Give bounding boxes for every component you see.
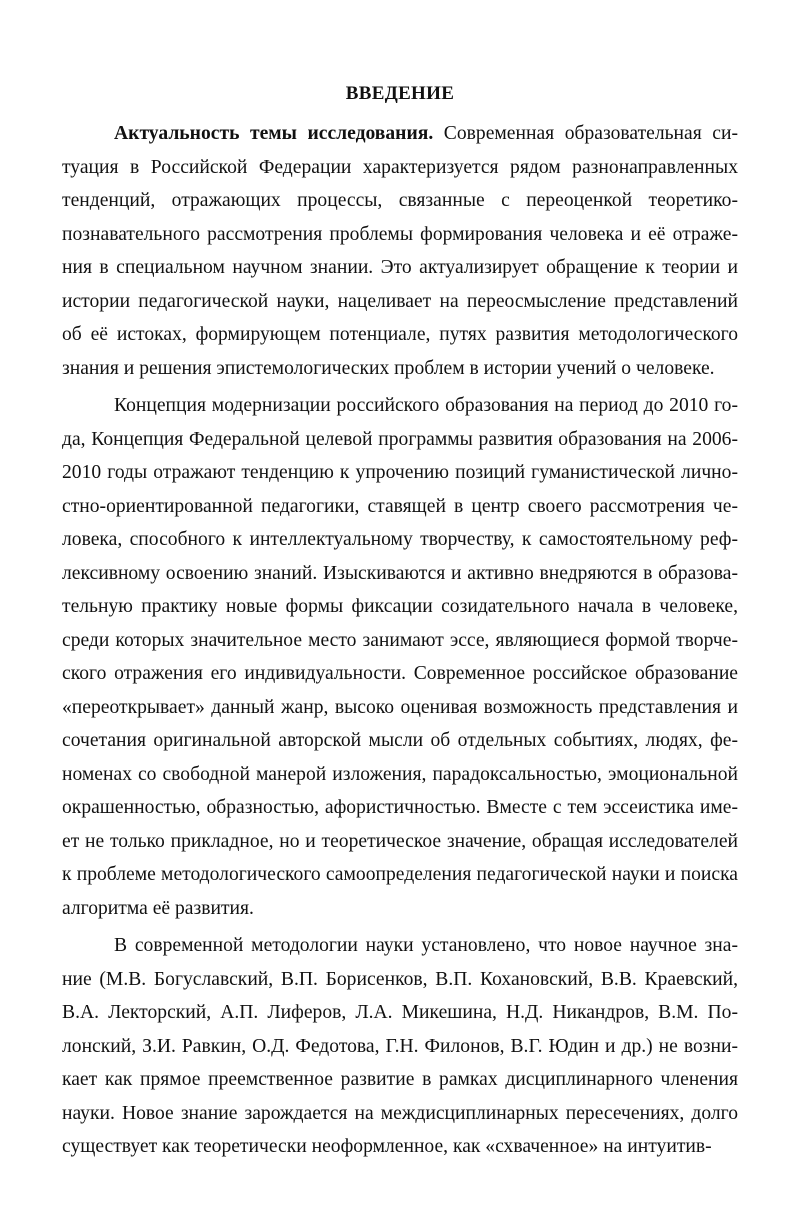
paragraph-methodology bbox=[62, 929, 738, 1164]
paragraph-text: Концепция модернизации российского образования на период до 2010 года, Концепция Федеральной целевой программы развития образования на 2006-2010 годы отражают тенденцию к упрочению позиций гуманистической личностно-ориентированной педагогики, ставящей в центр своего рассмотрения человека, способного к интеллектуальному творчеству, к самостоятельному рефлексивному освоению знаний. Изыскиваются и активно внедряются в образовательную практику новые формы фиксации созидательного начала в человеке, среди которых значительное место занимают эссе, являющиеся формой творческого отражения его индивидуальности. Современное российское образование «переоткрывает» данный жанр, высоко оценивая возможность представления и сочетания оригинальной авторской мысли об отдельных событиях, людях, феноменах со свободной манерой изложения, парадоксальностью, эмоциональной окрашенностью, образностью, афористичностью. Вместе с тем эссеистика имеет не только прикладное, но и теоретическое значение, обращая исследователей к проблеме методологического самоопределения педагогической науки и поиска алгоритма её развития. bbox=[62, 395, 738, 919]
paragraph-concept bbox=[62, 389, 738, 925]
paragraph-text: Современная образовательная ситуация в Российской Федерации характеризуется рядом разнонаправленных тенденций, отражающих процессы, связанные с переоценкой теоретико-познавательного рассмотрения проблемы формирования человека и её отражения в специальном научном знании. Это актуализирует обращение к теории и истории педагогической науки, нацеливает на переосмысление представлений об её истоках, формирующем потенциале, путях развития методологического знания и решения эпистемологических проблем в истории учений о человеке. bbox=[62, 123, 738, 379]
paragraph-text: В современной методологии науки установлено, что новое научное знание (М.В. Богуславский, В.П. Борисенков, В.П. Кохановский, В.В. Краевский, В.А. Лекторский, А.П. Лиферов, Л.А. Микешина, Н.Д. Никандров, В.М. Полонский, З.И. Равкин, О.Д. Федотова, Г.Н. Филонов, В.Г. Юдин и др.) не возникает как прямое преемственное развитие в рамках дисциплинарного членения науки. Новое знание зарождается на междисциплинарных пересечениях, долго существует как теоретически неоформленное, как «схваченное» на интуитив- bbox=[62, 935, 738, 1157]
page-title: ВВЕДЕНИЕ bbox=[345, 83, 455, 104]
document-page bbox=[62, 82, 738, 1168]
paragraph-lead: Актуальность темы исследования. bbox=[114, 123, 434, 144]
paragraph-relevance bbox=[62, 117, 738, 385]
